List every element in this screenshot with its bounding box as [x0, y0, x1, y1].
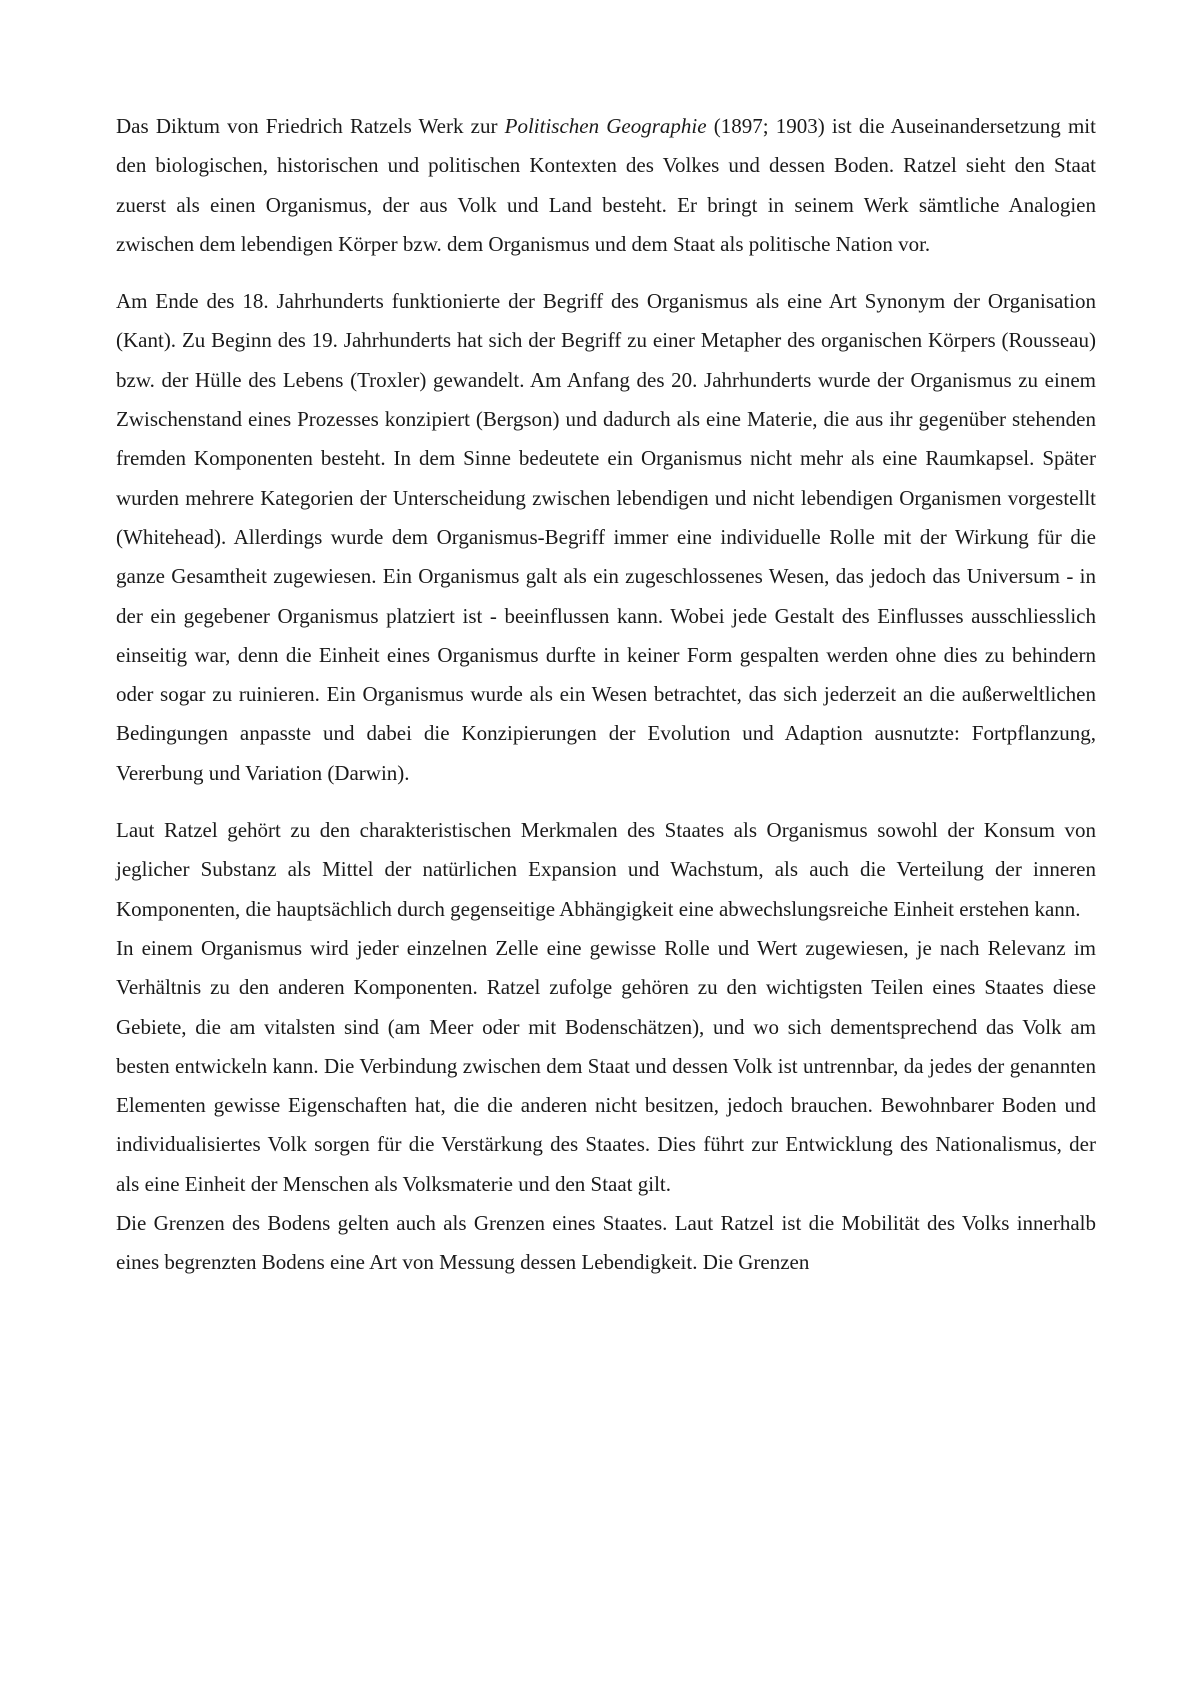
document-body	[116, 107, 1096, 1283]
paragraph-4: In einem Organismus wird jeder einzelnen Zelle eine gewisse Rolle und Wert zugewiesen, je nach Relevanz im Verhältnis zu den anderen Komponenten. Ratzel zufolge gehören zu den wichtigsten Teilen eines Staates diese Gebiete, die am vitalsten sind (am Meer oder mit Bodenschätzen), und wo sich dementsprechend das Volk am besten entwickeln kann. Die Verbindung zwischen dem Staat und dessen Volk ist untrennbar, da jedes der genannten Elementen gewisse Eigenschaften hat, die die anderen nicht besitzen, jedoch brauchen. Bewohnbarer Boden und individualisiertes Volk sorgen für die Verstärkung des Staates. Dies führt zur Entwicklung des Nationalismus, der als eine Einheit der Menschen als Volksmaterie und den Staat gilt.	[116, 935, 1096, 1196]
paragraph-1-rest: (1897; 1903) ist die Auseinandersetzung mit den biologischen, historischen und politischen Kontexten des Volkes und dessen Boden. Ratzel sieht den Staat zuerst als einen Organismus, der aus Volk und Land besteht. Er bringt in seinem Werk sämtliche Analogien zwischen dem lebendigen Körper bzw. dem Organismus und dem Staat als politische Nation vor.	[116, 114, 1096, 256]
paragraph-1	[116, 107, 1096, 264]
paragraph-3: Laut Ratzel gehört zu den charakteristischen Merkmalen des Staates als Organismus sowohl der Konsum von jeglicher Substanz als Mittel der natürlichen Expansion und Wachstum, als auch die Verteilung der inneren Komponenten, die hauptsächlich durch gegenseitige Abhängigkeit eine abwechslungsreiche Einheit erstehen kann.	[116, 818, 1096, 921]
book-title: Politischen Geographie	[504, 114, 707, 138]
paragraph-5: Die Grenzen des Bodens gelten auch als Grenzen eines Staates. Laut Ratzel ist die Mobilität des Volks innerhalb eines begrenzten Bodens eine Art von Messung dessen Lebendigkeit. Die Grenzen	[116, 1211, 1096, 1275]
paragraph-2: Am Ende des 18. Jahrhunderts funktionierte der Begriff des Organismus als eine Art Synonym der Organisation (Kant). Zu Beginn des 19. Jahrhunderts hat sich der Begriff zu einer Metapher des organischen Körpers (Rousseau) bzw. der Hülle des Lebens (Troxler) gewandelt. Am Anfang des 20. Jahrhunderts wurde der Organismus zu einem Zwischenstand eines Prozesses konzipiert (Bergson) und dadurch als eine Materie, die aus ihr gegenüber stehenden fremden Komponenten besteht. In dem Sinne bedeutete ein Organismus nicht mehr als eine Raumkapsel. Später wurden mehrere Kategorien der Unterscheidung zwischen lebendigen und nicht lebendigen Organismen vorgestellt (Whitehead). Allerdings wurde dem Organismus-Begriff immer eine individuelle Rolle mit der Wirkung für die ganze Gesamtheit zugewiesen. Ein Organismus galt als ein zugeschlossenes Wesen, das jedoch das Universum - in der ein gegebener Organismus platziert ist - beeinflussen kann. Wobei jede Gestalt des Einflusses ausschliesslich einseitig war, denn die Einheit eines Organismus durfte in keiner Form gespalten werden ohne dies zu behindern oder sogar zu ruinieren. Ein Organismus wurde als ein Wesen betrachtet, das sich jederzeit an die außerweltlichen Bedingungen anpasste und dabei die Konzipierungen der Evolution und Adaption ausnutzte: Fortpflanzung, Vererbung und Variation (Darwin).	[116, 289, 1096, 785]
paragraph-1-lead: Das Diktum von Friedrich Ratzels Werk zur	[116, 114, 505, 138]
